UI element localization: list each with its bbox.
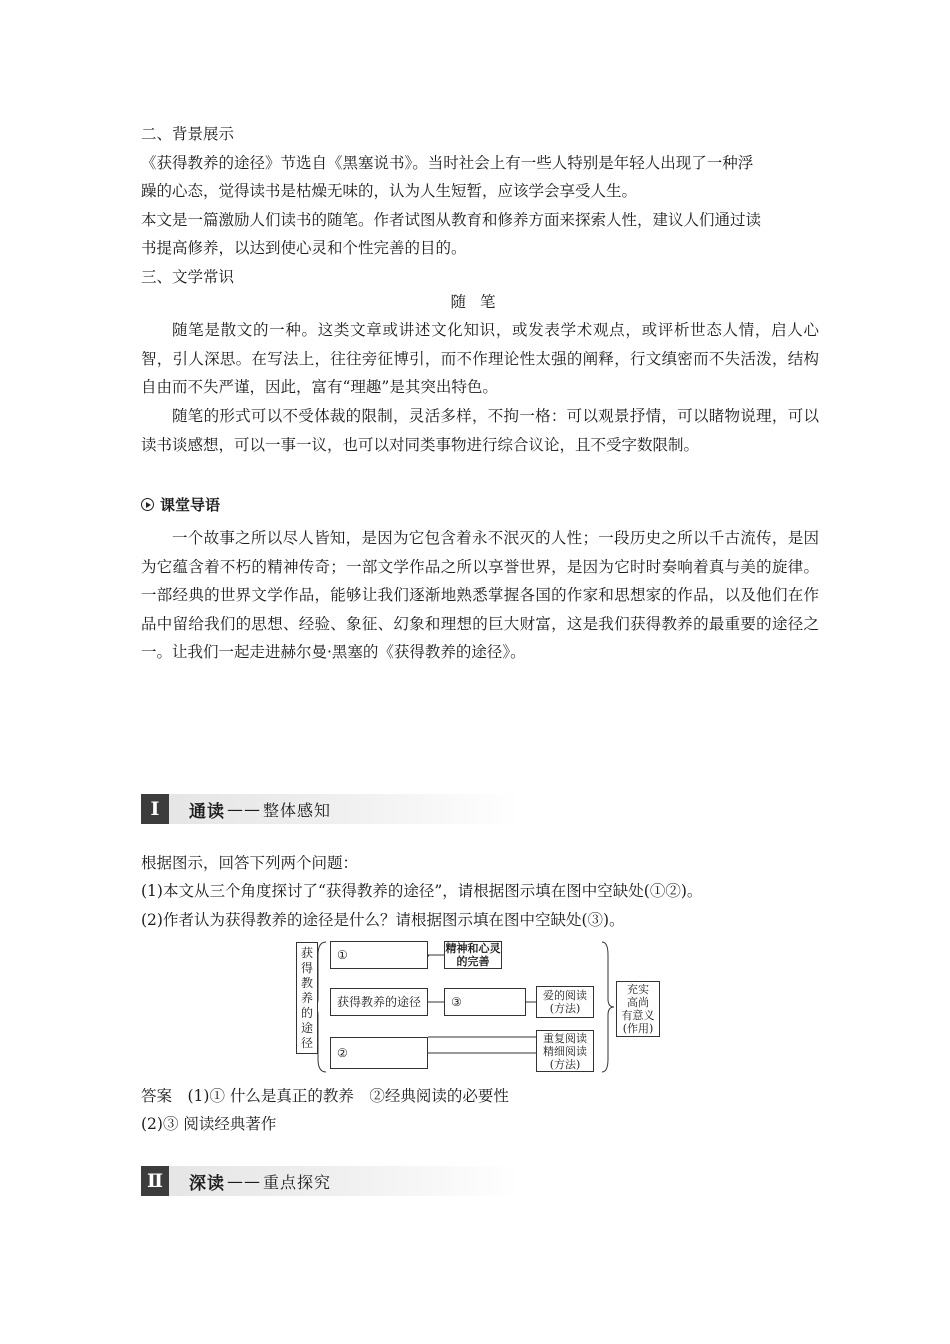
banner-subtitle: 整体感知 bbox=[263, 800, 332, 820]
banner-dash: —— bbox=[227, 799, 261, 819]
answer-line1: 答案 (1)① 什么是真正的教养 ②经典阅读的必要性 bbox=[141, 1087, 509, 1105]
question-1: (1)本文从三个角度探讨了“获得教养的途径”，请根据图示填在图中空缺处(①②)。 bbox=[141, 882, 703, 900]
diagram-box-mid: 获得教养的途径 bbox=[330, 988, 428, 1016]
diagram-effect-box: 充实 高尚 有意义 (作用) bbox=[616, 981, 660, 1037]
banner2-number: Ⅱ bbox=[141, 1166, 169, 1196]
diagram-method-repeat: 重复阅读 精细阅读 (方法) bbox=[536, 1030, 594, 1072]
structure-diagram bbox=[296, 937, 660, 1077]
banner2-subtitle: 重点探究 bbox=[263, 1172, 332, 1192]
section2-heading: 二、背景展示 bbox=[141, 125, 235, 143]
classroom-heading bbox=[141, 494, 220, 515]
section2-line4: 书提高修养，以达到使心灵和个性完善的目的。 bbox=[141, 239, 467, 257]
questions-intro: 根据图示，回答下列两个问题： bbox=[141, 854, 359, 872]
section3-heading: 三、文学常识 bbox=[141, 268, 235, 286]
diagram-box-1: ① bbox=[330, 941, 428, 969]
banner-read-through bbox=[141, 794, 521, 824]
diagram-vertical-label: 获得教养的途径 bbox=[296, 942, 318, 1054]
answer-line2: (2)③ 阅读经典著作 bbox=[141, 1115, 277, 1133]
section2-line1: 《获得教养的途径》节选自《黑塞说书》。当时社会上有一些人特别是年轻人出现了一种浮 bbox=[141, 154, 754, 172]
essay-title: 随笔 bbox=[450, 293, 510, 311]
classroom-heading-label: 课堂导语 bbox=[160, 496, 221, 514]
banner2-dash: —— bbox=[227, 1171, 261, 1191]
question-2: (2)作者认为获得教养的途径是什么？请根据图示填在图中空缺处(③)。 bbox=[141, 911, 625, 929]
essay-para2: 随笔的形式可以不受体裁的限制，灵活多样，不拘一格：可以观景抒情，可以睹物说理，可以读书谈感想，可以一事一议，也可以对同类事物进行综合议论，且不受字数限制。 bbox=[141, 407, 819, 454]
play-circle-icon bbox=[141, 498, 154, 511]
banner-deep-read bbox=[141, 1166, 521, 1196]
classroom-para: 一个故事之所以尽人皆知，是因为它包含着永不泯灭的人性；一段历史之所以千古流传，是因为它蕴含着不朽的精神传奇；一部文学作品之所以享誉世界，是因为它时时奏响着真与美的旋律。一部经典的世界文学作品，能够让我们逐渐地熟悉掌握各国的作家和思想家的作品，以及他们在作品中留给我们的思想、经验、象征、幻象和理想的巨大财富，这是我们获得教养的最重要的途径之一。让我们一起走进赫尔曼·黑塞的《获得教养的途径》。 bbox=[141, 529, 819, 661]
banner2-title: 深读 bbox=[189, 1173, 225, 1194]
diagram-box-3: ③ bbox=[444, 988, 526, 1016]
section2-line3: 本文是一篇激励人们读书的随笔。作者试图从教育和修养方面来探索人性，建议人们通过读 bbox=[141, 211, 762, 229]
banner-number: Ⅰ bbox=[141, 794, 169, 824]
diagram-method-love: 爱的阅读 (方法) bbox=[536, 986, 594, 1018]
banner-title: 通读 bbox=[189, 801, 225, 822]
diagram-goal-box: 精神和心灵的完善 bbox=[445, 942, 501, 968]
essay-para1: 随笔是散文的一种。这类文章或讲述文化知识，或发表学术观点，或评析世态人情，启人心智，引人深思。在写法上，往往旁征博引，而不作理论性太强的阐释，行文缜密而不失活泼，结构自由而不失严谨，因此，富有“理趣”是其突出特色。 bbox=[141, 321, 819, 396]
diagram-box-2: ② bbox=[330, 1037, 428, 1069]
section2-line2: 躁的心态，觉得读书是枯燥无味的，认为人生短暂，应该学会享受人生。 bbox=[141, 182, 638, 200]
